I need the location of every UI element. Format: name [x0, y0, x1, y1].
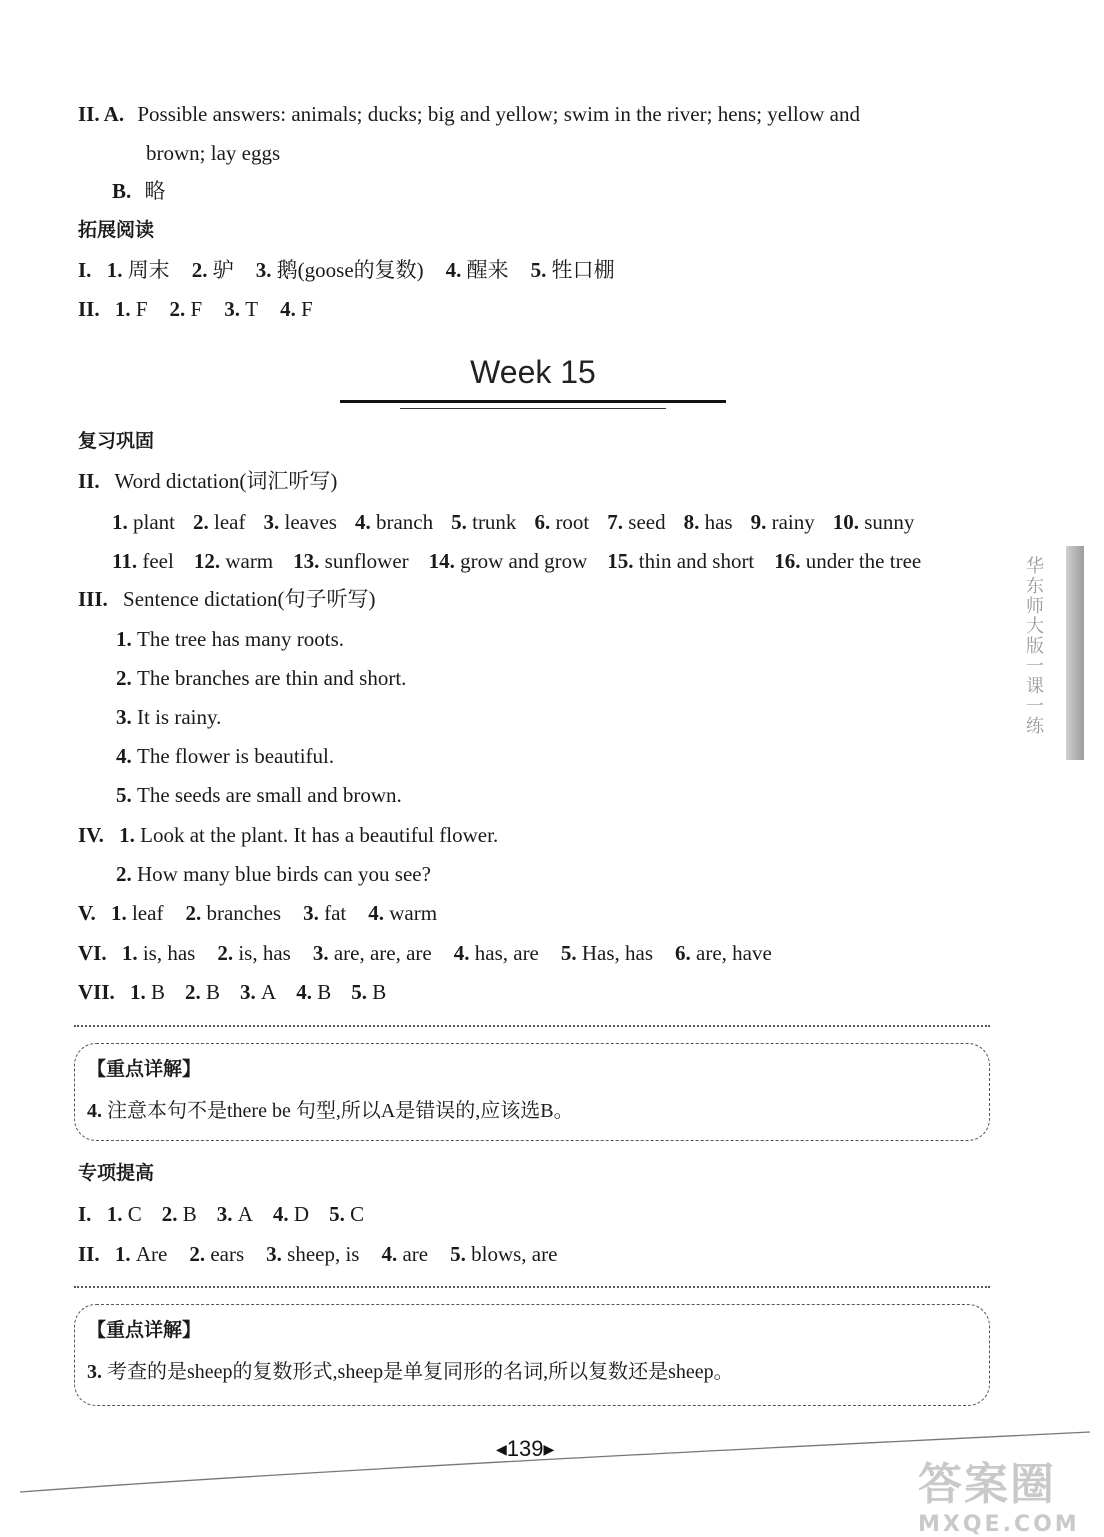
- item-number: 3.: [263, 510, 285, 534]
- answer-item: [256, 257, 424, 283]
- answer-items: [115, 1242, 580, 1266]
- item-number: 1.: [106, 258, 128, 282]
- extended-II-row: [78, 296, 335, 322]
- item-text: sunflower: [324, 549, 409, 573]
- item-text: is, has: [238, 941, 291, 965]
- item-text: B: [206, 980, 221, 1004]
- item-number: 1.: [130, 980, 152, 1004]
- answer-item: [266, 1241, 359, 1267]
- answer-item: [329, 1201, 364, 1227]
- special-heading: 专项提高: [78, 1162, 155, 1184]
- item-number: 2.: [116, 862, 132, 886]
- answer-item: [115, 296, 148, 322]
- item-number: 4.: [354, 510, 376, 534]
- sentence-item: [116, 743, 334, 769]
- item-text: 鹅(goose的复数): [276, 258, 424, 282]
- extended-I-row: [78, 257, 637, 283]
- answer-items: [107, 1202, 384, 1226]
- item-text: sunny: [864, 510, 915, 534]
- section-label: II. A.: [78, 102, 125, 126]
- item-text: are, are, are: [333, 941, 432, 965]
- item-number: 9.: [750, 510, 772, 534]
- item-text: It is rainy.: [137, 705, 222, 729]
- answer-item: [561, 940, 653, 966]
- item-text: leaf: [214, 510, 246, 534]
- item-text: A: [261, 980, 277, 1004]
- item-text: grow and grow: [460, 549, 588, 573]
- item-text: branches: [206, 901, 282, 925]
- item-text: has, are: [474, 941, 539, 965]
- answer-items: [107, 258, 637, 282]
- sentence-item: [116, 782, 402, 808]
- item-text: plant: [133, 510, 175, 534]
- answer-text: Possible answers: animals; ducks; big and yellow; swim in the river; hens; yellow and: [137, 102, 861, 126]
- word-dictation-title: [78, 468, 337, 494]
- answer-text: 略: [144, 179, 166, 203]
- item-text: has: [704, 510, 733, 534]
- answer-item: [162, 1201, 197, 1227]
- section-label: I.: [78, 258, 92, 282]
- item-number: 3.: [216, 1202, 238, 1226]
- item-number: 1.: [121, 941, 143, 965]
- answer-item: [313, 940, 432, 966]
- key-note-box: [74, 1304, 990, 1406]
- answer-item: [381, 1241, 428, 1267]
- answer-item: [217, 1201, 253, 1227]
- item-number: 3.: [255, 258, 277, 282]
- answer-items: [122, 941, 794, 965]
- item-number: 1.: [119, 823, 135, 847]
- item-number: 2.: [185, 980, 207, 1004]
- item-text: warm: [389, 901, 438, 925]
- answer-item: [774, 548, 921, 574]
- answer-items: [111, 901, 459, 925]
- item-number: 1.: [106, 1202, 128, 1226]
- item-text: C: [350, 1202, 365, 1226]
- item-text: Are: [135, 1242, 168, 1266]
- item-number: 13.: [293, 549, 325, 573]
- item-number: 4.: [87, 1100, 102, 1122]
- item-text: The branches are thin and short.: [137, 666, 407, 690]
- item-number: 1.: [116, 627, 137, 651]
- answer-item: [446, 257, 509, 283]
- title-rule-thin: [400, 408, 666, 409]
- section-label: B.: [112, 179, 132, 203]
- item-number: 6.: [675, 941, 697, 965]
- item-number: 3.: [87, 1361, 102, 1383]
- item-text: The flower is beautiful.: [137, 744, 335, 768]
- section-label: III.: [78, 587, 108, 611]
- item-number: 4.: [445, 258, 467, 282]
- answer-item: [607, 548, 754, 574]
- left-triangle-icon: ◀: [496, 1441, 507, 1457]
- answer-item: [189, 1241, 244, 1267]
- answer-item: [217, 940, 291, 966]
- answer-items: [115, 297, 335, 321]
- item-text: trunk: [472, 510, 517, 534]
- item-text: under the tree: [805, 549, 922, 573]
- item-text: B: [182, 1202, 197, 1226]
- right-triangle-icon: ▶: [543, 1441, 555, 1457]
- section-label: VI.: [78, 941, 107, 965]
- item-number: 5.: [351, 980, 373, 1004]
- item-number: 3.: [224, 297, 246, 321]
- sentence-item: [116, 626, 344, 652]
- words-row-1: [112, 509, 932, 535]
- item-text: sheep, is: [287, 1242, 360, 1266]
- item-text: The tree has many roots.: [137, 627, 345, 651]
- item-number: 15.: [607, 549, 639, 573]
- item-number: 4.: [453, 941, 475, 965]
- answer-item: [684, 509, 733, 535]
- item-number: 5.: [116, 783, 137, 807]
- answer-items: [130, 980, 406, 1004]
- item-number: 2.: [116, 666, 137, 690]
- item-number: 3.: [312, 941, 334, 965]
- answer-item: [115, 1241, 167, 1267]
- key-note-title: 【重点详解】: [87, 1058, 202, 1080]
- item-text: Look at the plant. It has a beautiful flower.: [140, 823, 499, 847]
- item-number: 3.: [240, 980, 262, 1004]
- answer-item: [607, 509, 665, 535]
- answer-item: [112, 548, 174, 574]
- item-number: 12.: [193, 549, 226, 573]
- section-label: II.: [78, 1242, 100, 1266]
- item-text: leaves: [284, 510, 337, 534]
- item-text: root: [555, 510, 590, 534]
- answer-item: [296, 979, 331, 1005]
- item-text: How many blue birds can you see?: [137, 862, 431, 886]
- item-text: T: [245, 297, 259, 321]
- item-text: seed: [628, 510, 666, 534]
- review-heading: 复习巩固: [78, 430, 155, 452]
- item-text: 周末: [127, 258, 170, 282]
- side-tab-text: 华东师大版一课一练: [1023, 556, 1044, 736]
- answer-item: [107, 257, 170, 283]
- section-label: I.: [78, 1202, 92, 1226]
- answer-item: [450, 1241, 557, 1267]
- divider-dotted: [74, 1025, 990, 1027]
- VI-row: [78, 940, 794, 966]
- item-number: 2.: [191, 258, 213, 282]
- item-text: B: [372, 980, 387, 1004]
- item-number: 1.: [114, 297, 136, 321]
- item-text: B: [151, 980, 166, 1004]
- item-text: feel: [142, 549, 174, 573]
- item-text: C: [127, 1202, 142, 1226]
- item-number: 3.: [116, 705, 137, 729]
- item-text: warm: [225, 549, 274, 573]
- item-number: 4.: [368, 901, 390, 925]
- item-number: 5.: [451, 510, 473, 534]
- section-label: IV.: [78, 823, 104, 847]
- answer-item: [240, 979, 276, 1005]
- item-text: rainy: [771, 510, 815, 534]
- sentence-dictation-title: [78, 586, 376, 612]
- item-number: 5.: [329, 1202, 351, 1226]
- item-number: 4.: [296, 980, 318, 1004]
- item-number: 2.: [185, 901, 207, 925]
- IV-row-1: [78, 822, 498, 848]
- title-rule-thick: [340, 400, 726, 403]
- answer-item: [429, 548, 588, 574]
- item-text: F: [135, 297, 148, 321]
- answer-item: [280, 296, 313, 322]
- answer-item: [107, 1201, 142, 1227]
- item-number: 8.: [683, 510, 705, 534]
- sentence-item: [116, 665, 406, 691]
- section-label: VII.: [78, 980, 115, 1004]
- answer-item: [192, 257, 234, 283]
- item-number: 2.: [189, 1242, 211, 1266]
- section-label: II.: [78, 297, 100, 321]
- answer-item: [355, 509, 433, 535]
- item-number: 1.: [114, 1242, 136, 1266]
- item-number: 6.: [534, 510, 556, 534]
- item-text: are: [402, 1242, 429, 1266]
- item-number: 5.: [450, 1242, 472, 1266]
- item-text: fat: [324, 901, 347, 925]
- VII-row: [78, 979, 406, 1005]
- item-number: 1.: [112, 510, 133, 534]
- item-number: 2.: [169, 297, 191, 321]
- answer-item: [368, 900, 437, 926]
- item-number: 14.: [428, 549, 461, 573]
- item-text: F: [190, 297, 203, 321]
- answer-item: [111, 900, 163, 926]
- item-number: 4.: [280, 297, 302, 321]
- note-text: 考查的是sheep的复数形式,sheep是单复同形的名词,所以复数还是sheep。: [107, 1361, 734, 1383]
- watermark-logo: [918, 1448, 1088, 1537]
- item-text: thin and short: [638, 549, 755, 573]
- answer-item: [454, 940, 539, 966]
- answer-item: [451, 509, 516, 535]
- item-number: 3.: [266, 1242, 288, 1266]
- item-text: are, have: [696, 941, 772, 965]
- IIA-line-2: brown; lay eggs: [146, 141, 281, 165]
- item-text: is, has: [142, 941, 196, 965]
- answer-item: [130, 979, 165, 1005]
- sentence-item: [116, 704, 221, 730]
- key-note-title: 【重点详解】: [87, 1319, 202, 1341]
- item-number: 1.: [110, 901, 132, 925]
- item-text: leaf: [131, 901, 164, 925]
- watermark-text: 答案圈: [918, 1459, 1056, 1510]
- divider-dotted: [74, 1286, 990, 1288]
- IIA-line-1: [78, 101, 860, 127]
- item-text: A: [237, 1202, 253, 1226]
- special-II-row: [78, 1241, 579, 1267]
- answer-item: [675, 940, 772, 966]
- item-number: 5.: [560, 941, 582, 965]
- section-title: Sentence dictation(句子听写): [123, 587, 376, 611]
- answer-item: [185, 979, 220, 1005]
- side-tab: [1066, 546, 1084, 760]
- section-title: Word dictation(词汇听写): [114, 469, 338, 493]
- item-text: ears: [210, 1242, 245, 1266]
- answer-item: [303, 900, 346, 926]
- key-note-text: [87, 1355, 734, 1384]
- answer-item: [263, 509, 336, 535]
- extended-reading-heading: 拓展阅读: [78, 219, 155, 241]
- answer-item: [194, 548, 273, 574]
- answer-item: [293, 548, 408, 574]
- item-text: F: [301, 297, 313, 321]
- IIB-line: [112, 178, 166, 204]
- item-number: 4.: [272, 1202, 294, 1226]
- IV-row-2: [116, 861, 431, 887]
- watermark-url: MXQE.COM: [918, 1512, 1080, 1537]
- section-label: II.: [78, 469, 100, 493]
- answer-item: [185, 900, 281, 926]
- answer-item: [112, 509, 175, 535]
- section-label: V.: [78, 901, 96, 925]
- item-number: 16.: [774, 549, 806, 573]
- answer-item: [833, 509, 915, 535]
- item-text: B: [317, 980, 332, 1004]
- item-text: 醒来: [466, 258, 509, 282]
- item-number: 2.: [217, 941, 239, 965]
- special-I-row: [78, 1201, 384, 1227]
- note-text: 注意本句不是there be 句型,所以A是错误的,应该选B。: [107, 1100, 574, 1122]
- item-number: 2.: [161, 1202, 183, 1226]
- week-title: Week 15: [470, 354, 596, 390]
- item-number: 11.: [112, 549, 143, 573]
- item-number: 10.: [832, 510, 865, 534]
- item-text: D: [293, 1202, 310, 1226]
- item-number: 2.: [193, 510, 214, 534]
- item-number: 7.: [607, 510, 629, 534]
- item-number: 5.: [530, 258, 552, 282]
- words-row-2: [112, 548, 941, 574]
- item-number: 4.: [381, 1242, 403, 1266]
- page-number: [496, 1436, 554, 1462]
- item-text: Has, has: [581, 941, 654, 965]
- item-text: 牲口棚: [551, 258, 615, 282]
- answer-item: [193, 509, 245, 535]
- key-note-box: [74, 1043, 990, 1141]
- answer-item: [751, 509, 815, 535]
- V-row: [78, 900, 459, 926]
- answer-item: [170, 296, 203, 322]
- page-number-text: 139: [506, 1436, 544, 1461]
- answer-item: [273, 1201, 309, 1227]
- answer-item: [534, 509, 589, 535]
- item-number: 4.: [116, 744, 137, 768]
- item-text: blows, are: [471, 1242, 558, 1266]
- item-text: branch: [375, 510, 434, 534]
- answer-item: [224, 296, 258, 322]
- answer-item: [351, 979, 386, 1005]
- item-text: The seeds are small and brown.: [137, 783, 402, 807]
- answer-item: [531, 257, 615, 283]
- answer-item: [122, 940, 196, 966]
- item-text: 驴: [212, 258, 234, 282]
- key-note-text: [87, 1094, 574, 1123]
- item-number: 3.: [303, 901, 325, 925]
